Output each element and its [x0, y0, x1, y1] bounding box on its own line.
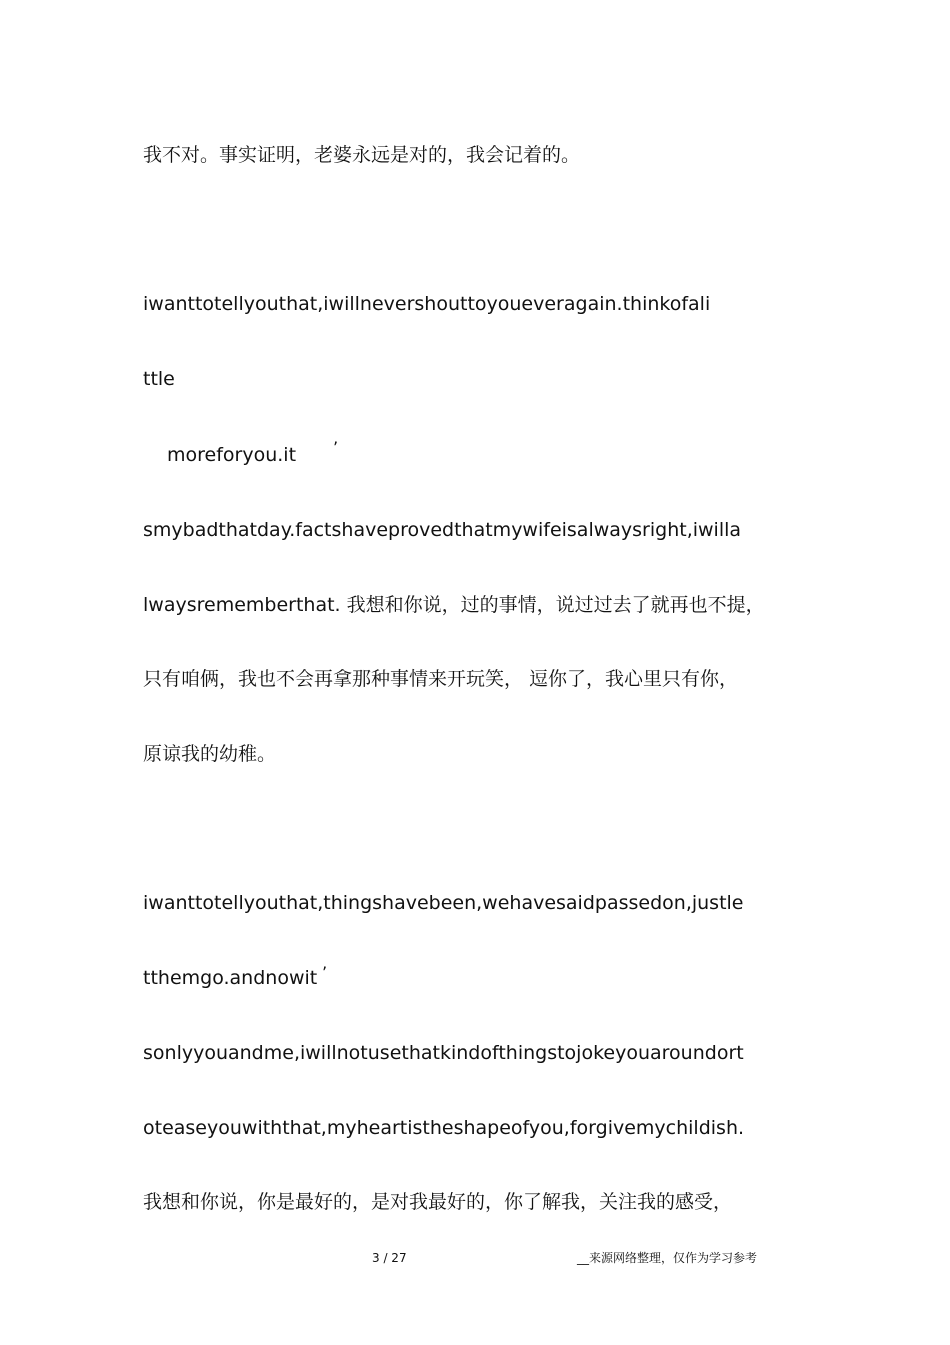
footer-note: __来源网络整理，仅作为学习参考: [577, 1251, 758, 1265]
text-line-2: iwanttotellyouthat,iwillnevershouttoyoueveragain.thinkofali: [143, 293, 711, 315]
apostrophe-mark: ’: [333, 438, 339, 457]
text-line-3: ttle: [143, 368, 175, 390]
page-number: 3 / 27: [372, 1251, 407, 1265]
text-line-1: 我不对。事实证明，老婆永远是对的，我会记着的。: [143, 144, 581, 166]
text-line-10: tthemgo.andnowit: [143, 967, 318, 989]
text-line-6: lwaysrememberthat. 我想和你说，过的事情，说过过去了就再也不提，: [143, 594, 765, 616]
apostrophe-mark: ’: [322, 963, 328, 982]
text-line-7: 只有咱俩，我也不会再拿那种事情来开玩笑， 逗你了，我心里只有你，: [143, 668, 739, 690]
text-line-5: smybadthatday.factshaveprovedthatmywifeisalwaysright,iwilla: [143, 519, 742, 541]
text-line-13: 我想和你说，你是最好的，是对我最好的，你了解我，关注我的感受，: [143, 1191, 733, 1213]
text-line-4: moreforyou.it: [167, 444, 297, 466]
text-line-8: 原谅我的幼稚。: [143, 743, 277, 765]
text-line-9: iwanttotellyouthat,thingshavebeen,wehavesaidpassedon,justle: [143, 892, 744, 914]
text-line-12: oteaseyouwiththat,myheartistheshapeofyou,forgivemychildish.: [143, 1117, 745, 1139]
text-line-11: sonlyyouandme,iwillnotusethatkindofthingstojokeyouaroundort: [143, 1042, 744, 1064]
